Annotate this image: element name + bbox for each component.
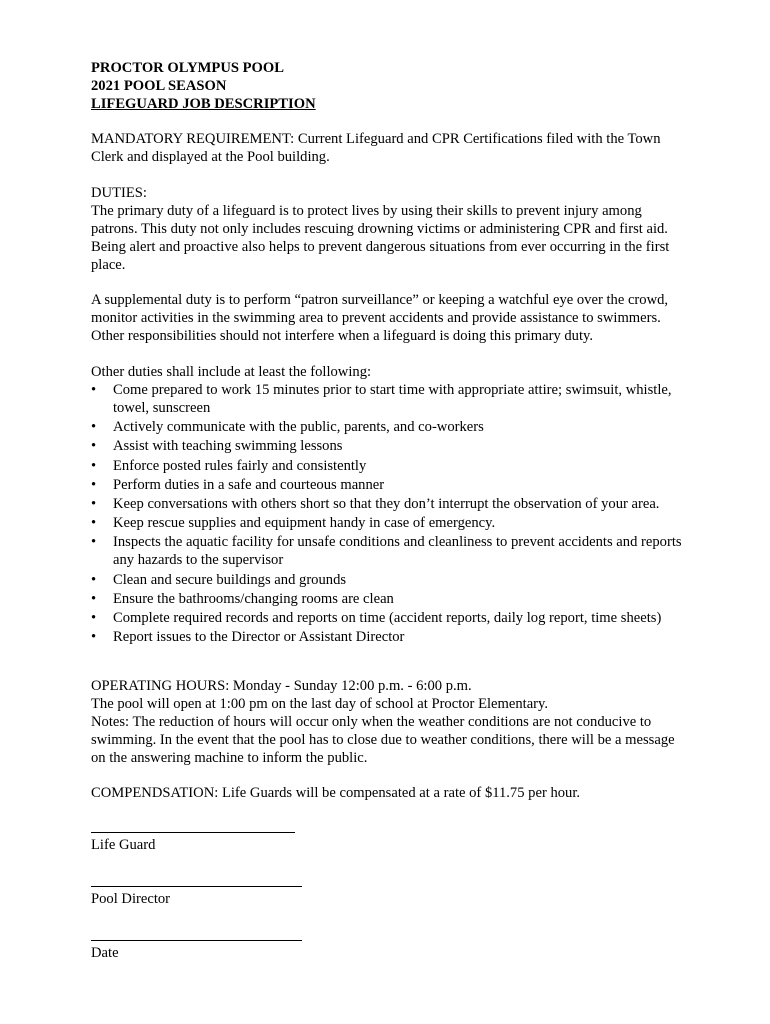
list-item bbox=[91, 514, 691, 532]
bullet-icon: • bbox=[91, 419, 97, 436]
document-header bbox=[91, 59, 316, 113]
compensation-section bbox=[91, 784, 691, 802]
list-item-text: Keep rescue supplies and equipment handy in case of emergency. bbox=[113, 515, 496, 532]
compensation-text: COMPENDSATION: Life Guards will be compensated at a rate of $11.75 per hour. bbox=[91, 785, 581, 801]
list-item-text: Enforce posted rules fairly and consistently bbox=[113, 457, 367, 474]
duties-paragraph-primary: The primary duty of a lifeguard is to protect lives by using their skills to prevent injury among patrons. This duty not only includes rescuing drowning victims or administering CPR and first aid. Being alert and proactive also helps to prevent dangerous situations from ever occurring in the first place. bbox=[91, 203, 670, 273]
duties-section bbox=[91, 184, 691, 274]
list-item-text: Come prepared to work 15 minutes prior to start time with appropriate attire; swimsuit, whistle, towel, sunscreen bbox=[113, 382, 672, 416]
bullet-icon: • bbox=[91, 629, 97, 646]
duties-paragraph-supplemental: A supplemental duty is to perform “patron surveillance” or keeping a watchful eye over the crowd, monitor activities in the swimming area to prevent accidents and provide assistance to swimmers. Other responsibilities should not interfere when a lifeguard is doing this primary duty. bbox=[91, 292, 669, 344]
lifeguard-signature-label: Life Guard bbox=[91, 837, 156, 853]
header-season: 2021 POOL SEASON bbox=[91, 78, 227, 94]
bullet-icon: • bbox=[91, 495, 97, 512]
bullet-icon: • bbox=[91, 534, 97, 551]
list-item bbox=[91, 571, 691, 589]
list-item-text: Inspects the aquatic facility for unsafe conditions and cleanliness to prevent accidents and reports any hazards to the supervisor bbox=[113, 534, 682, 569]
director-signature-block bbox=[91, 886, 302, 908]
list-item bbox=[91, 418, 691, 436]
duties-list bbox=[91, 381, 691, 646]
bullet-icon: • bbox=[91, 515, 97, 532]
bullet-icon: • bbox=[91, 476, 97, 493]
bullet-icon: • bbox=[91, 609, 97, 626]
director-signature-label: Pool Director bbox=[91, 891, 171, 907]
bullet-icon: • bbox=[91, 457, 97, 474]
bullet-icon: • bbox=[91, 382, 97, 398]
bullet-icon: • bbox=[91, 590, 97, 607]
bullet-icon: • bbox=[91, 438, 97, 455]
signature-line bbox=[91, 886, 302, 887]
requirement-section bbox=[91, 130, 691, 166]
operating-hours-text: OPERATING HOURS: Monday - Sunday 12:00 p.m. - 6:00 p.m. bbox=[91, 678, 472, 694]
lifeguard-signature-block bbox=[91, 832, 295, 854]
requirement-text: MANDATORY REQUIREMENT: Current Lifeguard and CPR Certifications filed with the Town Clerk and displayed at the Pool building. bbox=[91, 131, 661, 165]
signature-line bbox=[91, 832, 295, 833]
list-item bbox=[91, 495, 691, 513]
hours-notes-text: Notes: The reduction of hours will occur only when the weather conditions are not conducive to swimming. In the event that the pool has to close due to weather conditions, there will be a message on the answering machine to inform the public. bbox=[91, 714, 675, 766]
list-item-text: Complete required records and reports on time (accident reports, daily log report, time sheets) bbox=[113, 609, 662, 626]
date-signature-label: Date bbox=[91, 945, 119, 961]
list-item-text: Actively communicate with the public, parents, and co-workers bbox=[113, 419, 484, 436]
list-item-text: Report issues to the Director or Assistant Director bbox=[113, 629, 405, 646]
list-item-text: Keep conversations with others short so that they don’t interrupt the observation of your area. bbox=[113, 495, 660, 512]
list-item bbox=[91, 457, 691, 475]
list-item bbox=[91, 533, 691, 569]
header-title: LIFEGUARD JOB DESCRIPTION bbox=[91, 96, 316, 112]
list-item-text: Clean and secure buildings and grounds bbox=[113, 571, 347, 588]
other-duties-section bbox=[91, 363, 691, 647]
list-item-text: Ensure the bathrooms/changing rooms are clean bbox=[113, 590, 394, 607]
bullet-icon: • bbox=[91, 571, 97, 588]
list-item-text: Perform duties in a safe and courteous manner bbox=[113, 476, 385, 493]
supplemental-duty-section bbox=[91, 291, 691, 345]
list-item bbox=[91, 381, 691, 417]
duties-list-intro: Other duties shall include at least the following: bbox=[91, 364, 372, 380]
opening-day-text: The pool will open at 1:00 pm on the last day of school at Proctor Elementary. bbox=[91, 696, 549, 712]
list-item bbox=[91, 476, 691, 494]
date-signature-block bbox=[91, 940, 302, 962]
signature-line bbox=[91, 940, 302, 941]
list-item bbox=[91, 590, 691, 608]
operating-hours-section bbox=[91, 677, 691, 767]
list-item bbox=[91, 437, 691, 455]
header-pool-name: PROCTOR OLYMPUS POOL bbox=[91, 60, 284, 76]
list-item-text: Assist with teaching swimming lessons bbox=[113, 438, 343, 455]
duties-heading: DUTIES: bbox=[91, 185, 147, 201]
list-item bbox=[91, 609, 691, 627]
list-item bbox=[91, 628, 691, 646]
